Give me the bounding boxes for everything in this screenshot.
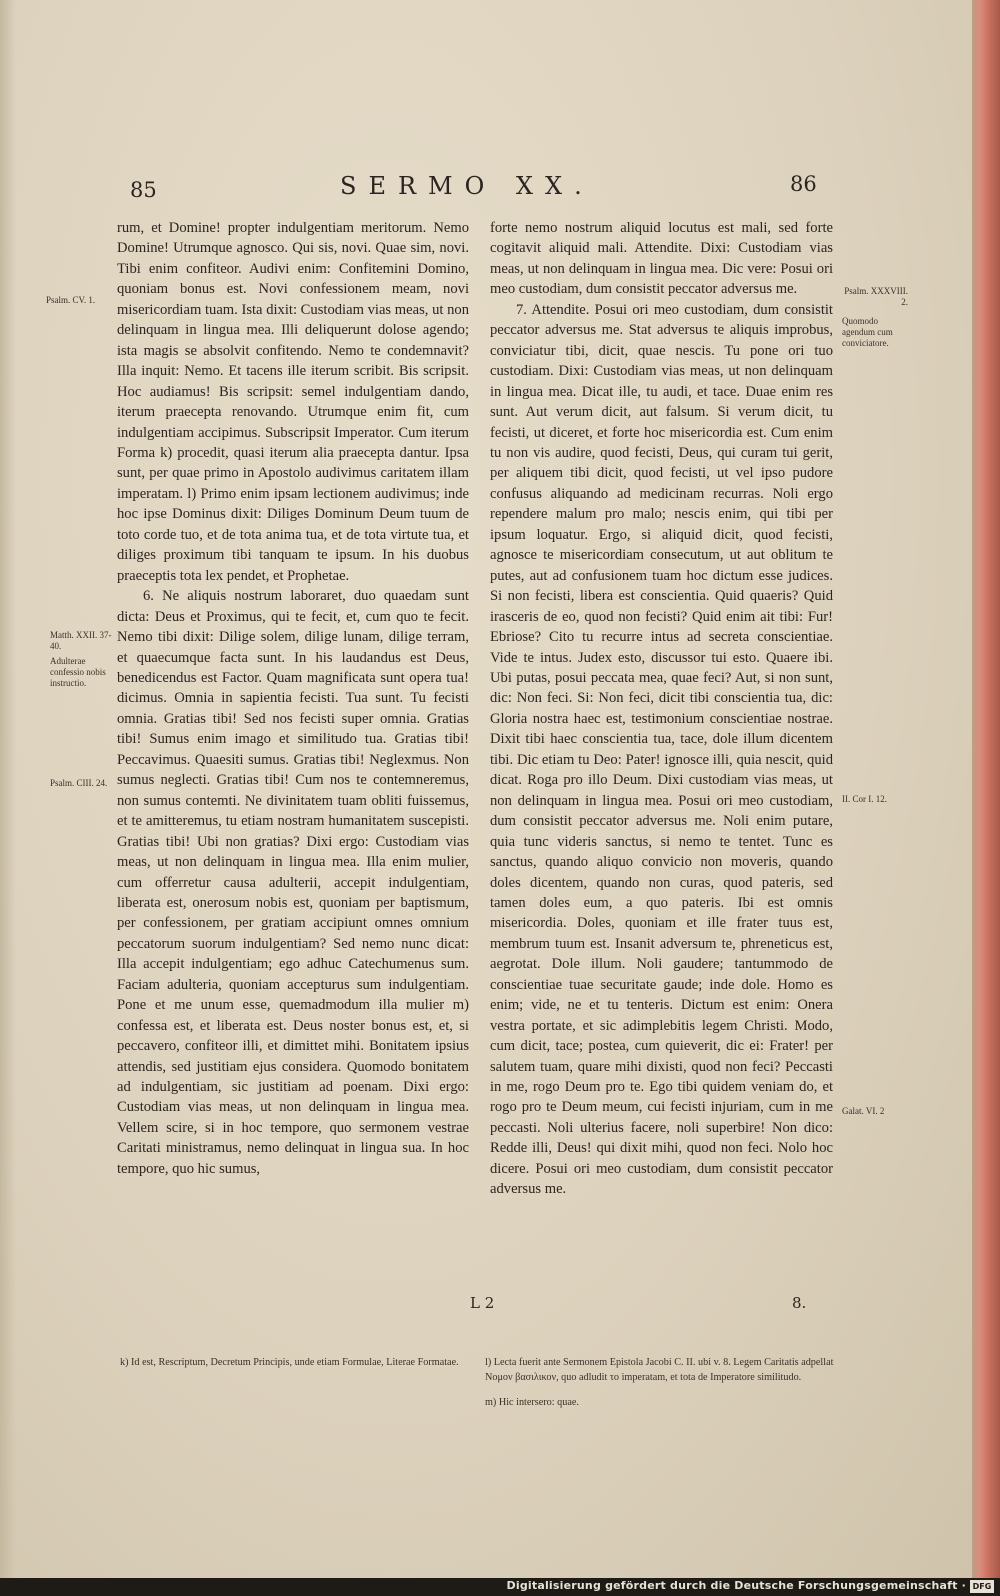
right-paragraph-2: 7. Attendite. Posui ori meo custodiam, dum consistit peccator adversus me. Stat adversus te aliquis improbus, conviciatur tibi, dicit, quae nescis. Tu pone ori tuo custodiam. Dixi: Custodiam vias meas, ut non delinquam in lingua mea. Dicat ille, tu audi, et tace. Duae enim res sunt. Aut verum dicit, aut falsum. Si verum dicit, tu fecisti, ut diceret, et forte hoc misericordia est. Cum enim tu non vis audire, quod fecisti, Deus, qui curam tui gerit, per aliquem tibi dicit, quod fecisti, ut vel ipso pudore confusus aliquando ad medicinam recurras. Noli ergo rependere malum pro malo; nescis enim, qui tibi per ipsum loquatur. Ergo, si aliquid dicit, quod fecisti, agnosce te misericordiam consecutum, ut aut oblitum te putes, aut ad confusionem tuam hoc dictum esse judices. Si non fecisti, libera est conscientia. Quid quaeris? Quid irasceris de eo, quod non fecisti? Quid enim ait tibi: Fur! Ebriose? Cito tu recurre intus ad secreta conscientiae. Vide te intus. Judex esto, discussor tui esto. Quaere ibi. Ubi putas, posui peccata mea, quae feci? Aut, si non sunt, dic: Non feci. Si: Non feci, dicit tibi conscientia tua, dic: Gloria nostra haec est, testimonium conscientiae nostrae. Dixit tibi haec conscientia tua, tace, dole illum dicentem tibi. Dic etiam tu Deo: Pater! ignosce illi, quia nescit, quid dicat. Roga pro illo Deum. Dixi custodiam vias meas, ut non delinquam in lingua mea. Posui ori meo custodiam, dum consistit peccator adversus me. Noli enim putare, quia tunc videris sanctus, si nemo te tentet. Tunc es sanctus, quando aliquo convicio non moveris, quando doles dicentem, quando non curas, quod pateris, sed tamen doles eum, a quo pateris. Ibi est omnis misericordia. Doles, quoniam et ille frater tuus est, membrum tuum est. Insanit adversum te, phreneticus est, aegrotat. Dole illum. Noli gaudere; tantummodo de conscientiae tuae securitate gaude; inde dole. Homo es enim; vide, ne et tu tenteris. Dictum est enim: Onera vestra portate, et sic adimplebitis legem Christi. Modo, cum dicit, tace; postea, cum quieverit, dic ei: Frater! per salutem tuam, quare mihi dixisti, quod non feci? Peccasti in me, rogo Deum pro te. Ego tibi quidem veniam do, et rogo pro te Deum meum, cui fecisti injuriam, cum in me peccasti. Noli ulterius facere, noli superbire! Non dico: Redde illi, Deus! qui dixit mihi, quod non feci. Nolo hoc dicere. Posui ori meo custodiam, dum consistit peccator adversus me.: [490, 301, 833, 1198]
footnotes-right: [485, 1355, 835, 1420]
page-gutter-shadow: [0, 0, 16, 1578]
margin-note-quomodo: Quomodo agendum cum conviciatore.: [842, 316, 893, 348]
running-head: SERMO XX.: [340, 172, 594, 200]
margin-note-psalm-xxxviii: Psalm. XXXVIII. 2.: [844, 286, 908, 307]
page-number-left: 85: [130, 178, 157, 202]
footnote-m: m) Hic intersero: quae.: [485, 1397, 579, 1408]
left-paragraph-2: 6. Ne aliquis nostrum laboraret, duo quaedam sunt dicta: Deus et Proximus, qui te fecit, et, cum quo te fecit. Nemo tibi dixit: Dilige solem, dilige lunam, dilige terram, et quaecumque facta sunt. In his laudandus est Deus, benedicendus est Factor. Quam magnificata sunt opera tua! dicimus. Omnia in sapientia fecisti. Tua sunt. Tu fecisti omnia. Gratias tibi! Sed nos fecisti super omnia. Gratias tibi! Sumus enim imago et similitudo tua. Gratias tibi! Peccavimus. Quaesiti sumus. Gratias tibi! Neglexmus. Non sumus neglecti. Gratias tibi! Cum nos te contemneremus, non sumus contemti. Ne divinitatem tuam obliti fuissemus, et te amitteremus, tu etiam nostram humanitatem suscepisti. Gratias tibi! Ubi non gratias? Dixi ergo: Custodiam vias meas, ut non delinquam in lingua mea. Illa enim mulier, cum offerretur causa adulterii, accepit indulgentiam, liberata est, onerosum nobis est, quoniam per baptismum, per confessionem, per gratiam accipiunt omnes omnium peccatorum suorum indulgentiam? Sed nemo nunc dicat: Illa accepit indulgentiam; ego adhuc Catechumenus sum. Faciam adulteria, quoniam accepturus sum indulgentiam. Pone et me unum esse, quemadmodum illa mulier m) confessa est, et liberata est. Deus noster bonus est, et, si peccavero, confiteor illi, et dimittet mihi. Bonitatem ipsius attendis, sed justitiam ejus considera. Quomodo bonitatem ad indulgentiam, sic justitiam ad poenam. Dixi ergo: Custodiam vias meas, ut non delinquam in lingua mea. Vellem scire, si in hoc tempore, quo sermonem vestrae Caritati ministramus, nemo delinquat in lingua sua. In hoc tempore, quo hic sumus,: [117, 588, 469, 1177]
footnote-k: k) Id est, Rescriptum, Decretum Principis, unde etiam Formulae, Literae Formatae.: [120, 1357, 459, 1368]
digitization-notice: Digitalisierung gefördert durch die Deutsche Forschungsgemeinschaft ·: [506, 1579, 966, 1592]
left-paragraph-1: rum, et Domine! propter indulgentiam meritorum. Nemo Domine! Utrumque agnosco. Qui sis, novi. Quae sim, novi. Tibi enim confiteor. Audivi enim: Confitemini Domino, quoniam bonus est. Novi confessionem meam, novi misericordiam tuam. Ista dixit: Custodiam vias meas, ut non delinquam in lingua mea. Illi deliquerunt dolose agendo; ista magis se absolvit confitendo. Nemo te condemnavit? Illa inquit: Nemo. Et tacens ille iterum scribit. Bis scripsit. Hoc audiamus! Bis scripsit: semel indulgentiam dando, iterum praecepta renovando. Utrumque enim fit, cum indulgentiam accipimus. Subscripsit Imperator. Cum iterum Forma k) procedit, quasi iterum alia praecepta dantur. Ipsa sunt, per quae primo in Apostolo audivimus caritatem illam imperatam. l) Primo enim ipsam lectionem audivimus; inde hoc ipse Dominus dixit: Diliges Dominum Deum tuum de toto corde tuo, et de tota anima tua, et de tota virtute tua, et diliges proximum tibi tanquam te ipsum. In his duobus praeceptis tota lex pendet, et Prophetae.: [117, 220, 469, 584]
right-column: [490, 218, 833, 1200]
margin-note-psalm-cv: Psalm. CV. 1.: [46, 295, 96, 305]
footnote-l: l) Lecta fuerit ante Sermonem Epistola Jacobi C. II. ubi v. 8. Legem Caritatis adpellat Νομον βασιλικον, quo adludit τo imperatam, et tota de Imperatore similitudo.: [485, 1357, 834, 1383]
margin-note-cor: II. Cor I. 12.: [842, 794, 887, 804]
margin-note-psalm-ciii: Psalm. CIII. 24.: [50, 778, 108, 788]
signature-mark: L 2: [470, 1294, 495, 1312]
margin-note-galat: Galat. VI. 2: [842, 1106, 885, 1116]
page-number-right: 86: [790, 172, 817, 196]
left-column: [117, 218, 469, 1179]
book-fore-edge: [972, 0, 1000, 1578]
footnotes-left: [120, 1355, 470, 1370]
margin-note-adulterae: Adulterae confessio nobis instructio.: [50, 656, 106, 688]
margin-note-matth: Matth. XXII. 37-40.: [50, 630, 112, 651]
catchword: 8.: [792, 1294, 807, 1312]
dfg-logo-icon: DFG: [970, 1580, 994, 1593]
right-paragraph-1: forte nemo nostrum aliquid locutus est mali, sed forte cogitavit aliquid mali. Attendite. Dixi: Custodiam vias meas, ut non delinquam in lingua mea. Dic vere: Posui ori meo custodiam, dum consistit peccator adversus me.: [490, 220, 833, 298]
